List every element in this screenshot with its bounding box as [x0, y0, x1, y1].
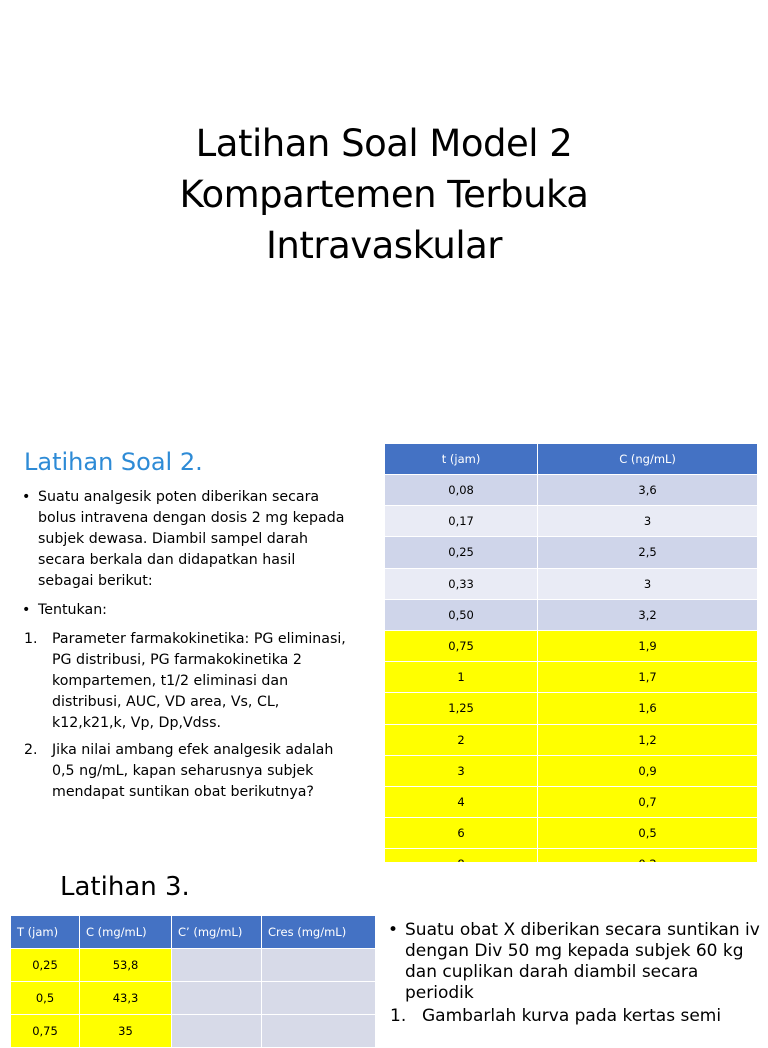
exercise-3-text: [388, 920, 760, 1033]
table-row: [385, 818, 758, 849]
cell-time: 0,25: [11, 949, 80, 982]
concentration-table: [384, 443, 758, 880]
cell-cres: [262, 1015, 376, 1048]
cell-c-prime: [172, 949, 262, 982]
cell-concentration: 3,6: [538, 475, 758, 506]
table-row: [385, 755, 758, 786]
col-header-cres: Cres (mg/mL): [262, 916, 376, 949]
col-header-time: t (jam): [385, 444, 538, 475]
cell-time: 6: [385, 818, 538, 849]
cell-concentration: 0,9: [538, 755, 758, 786]
cell-cres: [262, 949, 376, 982]
cell-time: 0,33: [385, 568, 538, 599]
cell-time: 0,17: [385, 506, 538, 537]
col-header-c-prime: C’ (mg/mL): [172, 916, 262, 949]
cell-concentration: 2,5: [538, 537, 758, 568]
bullet-item: [22, 487, 352, 592]
table-row: [385, 724, 758, 755]
table-row: [385, 568, 758, 599]
table-row: [385, 475, 758, 506]
cell-concentration: 1,2: [538, 724, 758, 755]
cell-c-prime: [172, 1015, 262, 1048]
cell-c: 53,8: [80, 949, 172, 982]
table-row: [385, 662, 758, 693]
table-header-row: [11, 916, 376, 949]
table-row: [385, 786, 758, 817]
item-number: 1.: [24, 631, 38, 647]
bullet-marker: •: [22, 602, 31, 618]
cell-concentration: 3: [538, 506, 758, 537]
cell-concentration: 1,6: [538, 693, 758, 724]
bullet-text: Suatu obat X diberikan secara suntikan iv dengan Div 50 mg kepada subjek 60 kg dan cuplikan darah diambil secara periodik: [405, 920, 760, 1003]
cell-concentration: 0,5: [538, 818, 758, 849]
bullet-item: [388, 920, 760, 1004]
cell-time: 0,08: [385, 475, 538, 506]
table-row: [385, 630, 758, 661]
title-line-2: Kompartemen Terbuka: [179, 173, 589, 216]
exercise-3-table: [10, 915, 376, 1048]
table-header-row: [385, 444, 758, 475]
cell-concentration: 3,2: [538, 599, 758, 630]
bullet-marker: •: [388, 920, 399, 940]
col-header-c: C (mg/mL): [80, 916, 172, 949]
numbered-item: [22, 740, 352, 803]
exercise-2-text: [22, 487, 352, 809]
title-line-3: Intravaskular: [265, 224, 502, 267]
cell-time: 1,25: [385, 693, 538, 724]
numbered-text: Jika nilai ambang efek analgesik adalah 0,5 ng/mL, kapan seharusnya subjek mendapat suntikan obat berikutnya?: [52, 742, 334, 800]
cell-c: 43,3: [80, 982, 172, 1015]
cell-time: 1: [385, 662, 538, 693]
cell-concentration: 0,7: [538, 786, 758, 817]
table-row: [385, 599, 758, 630]
cell-time: 0,5: [11, 982, 80, 1015]
cell-concentration: 1,9: [538, 630, 758, 661]
cell-concentration: 1,7: [538, 662, 758, 693]
table-row: [385, 506, 758, 537]
cell-concentration: 3: [538, 568, 758, 599]
cell-time: 4: [385, 786, 538, 817]
exercise-2-slide: [0, 434, 768, 859]
cell-time: 2: [385, 724, 538, 755]
title-slide: [0, 0, 768, 424]
cell-cres: [262, 982, 376, 1015]
exercise-2-heading: Latihan Soal 2.: [24, 448, 203, 476]
bullet-text: Suatu analgesik poten diberikan secara bolus intravena dengan dosis 2 mg kepada subjek dewasa. Diambil sampel darah secara berkala dan didapatkan hasil sebagai berikut:: [38, 489, 345, 589]
cell-time: 0,25: [385, 537, 538, 568]
slide-title: [0, 118, 768, 271]
bullet-marker: •: [22, 489, 31, 505]
exercise-3-slide: [0, 862, 768, 1038]
item-number: 1.: [390, 1006, 407, 1026]
cell-time: 0,75: [11, 1015, 80, 1048]
cell-c: 35: [80, 1015, 172, 1048]
table-row: [11, 982, 376, 1015]
cell-time: 0,50: [385, 599, 538, 630]
exercise-3-heading: Latihan 3.: [60, 872, 190, 902]
bullet-item: [22, 600, 352, 621]
cell-time: 3: [385, 755, 538, 786]
numbered-item: [22, 629, 352, 734]
numbered-text: Gambarlah kurva pada kertas semi: [422, 1006, 722, 1026]
bullet-text: Tentukan:: [38, 602, 107, 618]
numbered-text: Parameter farmakokinetika: PG eliminasi, PG distribusi, PG farmakokinetika 2 kompartemen, t1/2 eliminasi dan distribusi, AUC, VD area, Vs, CL, k12,k21,k, Vp, Dp,Vdss.: [52, 631, 346, 731]
col-header-concentration: C (ng/mL): [538, 444, 758, 475]
item-number: 2.: [24, 742, 38, 758]
cell-c-prime: [172, 982, 262, 1015]
table-row: [385, 537, 758, 568]
title-line-1: Latihan Soal Model 2: [195, 122, 573, 165]
table-row: [11, 1015, 376, 1048]
table-row: [385, 693, 758, 724]
col-header-time: T (jam): [11, 916, 80, 949]
cell-time: 0,75: [385, 630, 538, 661]
table-row: [11, 949, 376, 982]
